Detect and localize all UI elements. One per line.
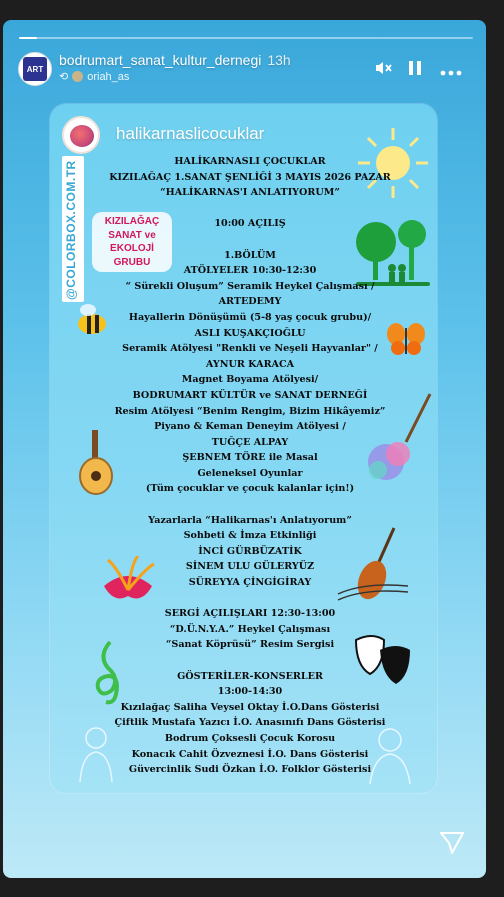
program-line: 10:00 AÇILIŞ bbox=[214, 218, 286, 230]
program-line: Magnet Boyama Atölyesi/ bbox=[181, 374, 319, 386]
program-line: 13:00-14:30 bbox=[217, 686, 283, 698]
program-line: “Sanat Köprüsü” Resim Sergisi bbox=[165, 639, 335, 651]
program-line: SERGİ AÇILIŞLARI 12:30-13:00 bbox=[164, 608, 336, 620]
program-line: Kızılağaç Saliha Veysel Oktay İ.O.Dans Gösterisi bbox=[120, 701, 380, 713]
program-line: GÖSTERİLER-KONSERLER bbox=[177, 670, 323, 682]
line-gap bbox=[100, 497, 400, 513]
poster-account: halikarnaslicocuklar bbox=[116, 124, 265, 143]
program-line: KIZILAĞAÇ 1.SANAT ŞENLİĞİ 3 MAYIS 2026 PAZAR bbox=[109, 171, 391, 183]
repost-info[interactable] bbox=[59, 70, 129, 83]
program-line: ARTEDEMY bbox=[218, 296, 282, 308]
program-line: Konacık Cahit Özveznesi İ.O. Dans Gösterisi bbox=[131, 748, 369, 760]
program-line: İNCİ GÜRBÜZATİK bbox=[198, 545, 302, 557]
program-line: 1.BÖLÜM bbox=[224, 249, 276, 261]
reposted-from: oriah_as bbox=[87, 70, 130, 83]
program-line: ASLI KUŞAKÇIOĞLU bbox=[194, 327, 306, 339]
badge-line: SANAT ve EKOLOJİ bbox=[108, 229, 156, 254]
program-line: Hayallerin Dönüşümü (5-8 yaş çocuk grubu)/ bbox=[128, 311, 372, 323]
program-line: Bodrum Çoksesli Çocuk Korosu bbox=[164, 732, 336, 744]
program-line: Geleneksel Oyunlar bbox=[197, 467, 303, 479]
username-link[interactable]: bodrumart_sanat_kultur_dernegi bbox=[59, 52, 262, 68]
program-line: Resim Atölyesi “Benim Rengim, Bizim Hikâyemiz” bbox=[114, 405, 386, 417]
program-line: Çiftlik Mustafa Yazıcı İ.O. Anasınıfı Dans Gösterisi bbox=[114, 717, 386, 729]
repost-icon: ⟲ bbox=[59, 71, 69, 83]
program-line: BODRUMART KÜLTÜR ve SANAT DERNEĞİ bbox=[132, 389, 368, 401]
line-gap bbox=[100, 653, 400, 669]
program-line: Yazarlarla “Halikarnas'ı Anlatıyorum” bbox=[148, 514, 352, 526]
program-line: Sohbeti & İmza Etkinliği bbox=[183, 530, 317, 542]
pause-icon[interactable] bbox=[407, 58, 423, 83]
program-line: HALİKARNASLI ÇOCUKLAR bbox=[174, 156, 326, 167]
repost-avatar bbox=[72, 71, 83, 82]
story-progress-bar bbox=[19, 37, 473, 39]
story-viewer[interactable] bbox=[3, 20, 486, 878]
story-time: 13h bbox=[267, 52, 291, 68]
story-header bbox=[59, 52, 291, 68]
account-avatar[interactable] bbox=[18, 52, 52, 86]
line-gap bbox=[100, 232, 400, 248]
poster-avatar bbox=[62, 116, 100, 154]
program-line: “HALİKARNAS'I ANLATIYORUM” bbox=[160, 187, 340, 199]
story-progress-fill bbox=[19, 37, 37, 39]
program-line: (Tüm çocuklar ve çocuk kalanlar için!) bbox=[145, 483, 355, 495]
speaker-muted-icon[interactable] bbox=[373, 58, 393, 83]
program-line: ATÖLYELER 10:30-12:30 bbox=[183, 265, 317, 277]
sponsor-text: @COLORBOX.COM.TR bbox=[64, 160, 78, 300]
line-gap bbox=[100, 201, 400, 217]
program-line: ŞEBNEM TÖRE ile Masal bbox=[182, 452, 318, 464]
badge-line: KIZILAĞAÇ bbox=[104, 216, 160, 227]
program-line: “ Sürekli Oluşum” Seramik Heykel Çalışması / bbox=[125, 280, 375, 292]
program-line: “D.Ü.N.Y.A.” Heykel Çalışması bbox=[169, 623, 331, 635]
sponsor-strip bbox=[62, 156, 84, 302]
event-program bbox=[100, 154, 400, 778]
more-icon[interactable] bbox=[440, 61, 462, 82]
program-line: Seramik Atölyesi "Renkli ve Neşeli Hayvanlar" / bbox=[122, 343, 378, 355]
program-line: SİNEM ULU GÜLERYÜZ bbox=[185, 561, 315, 573]
program-line: TUĞÇE ALPAY bbox=[211, 436, 289, 448]
program-line: AYNUR KARACA bbox=[205, 358, 295, 370]
program-line: SÜREYYA ÇİNGİGİRAY bbox=[188, 577, 312, 589]
line-gap bbox=[100, 591, 400, 607]
badge-line: GRUBU bbox=[113, 256, 151, 268]
program-line: Piyano & Keman Deneyim Atölyesi / bbox=[154, 421, 346, 433]
avatar-logo: ART bbox=[23, 57, 47, 81]
story-poster-image bbox=[50, 104, 437, 793]
send-icon[interactable] bbox=[439, 830, 465, 856]
program-line: Güvercinlik Sudi Özkan İ.O. Folklor Gösterisi bbox=[128, 764, 372, 776]
